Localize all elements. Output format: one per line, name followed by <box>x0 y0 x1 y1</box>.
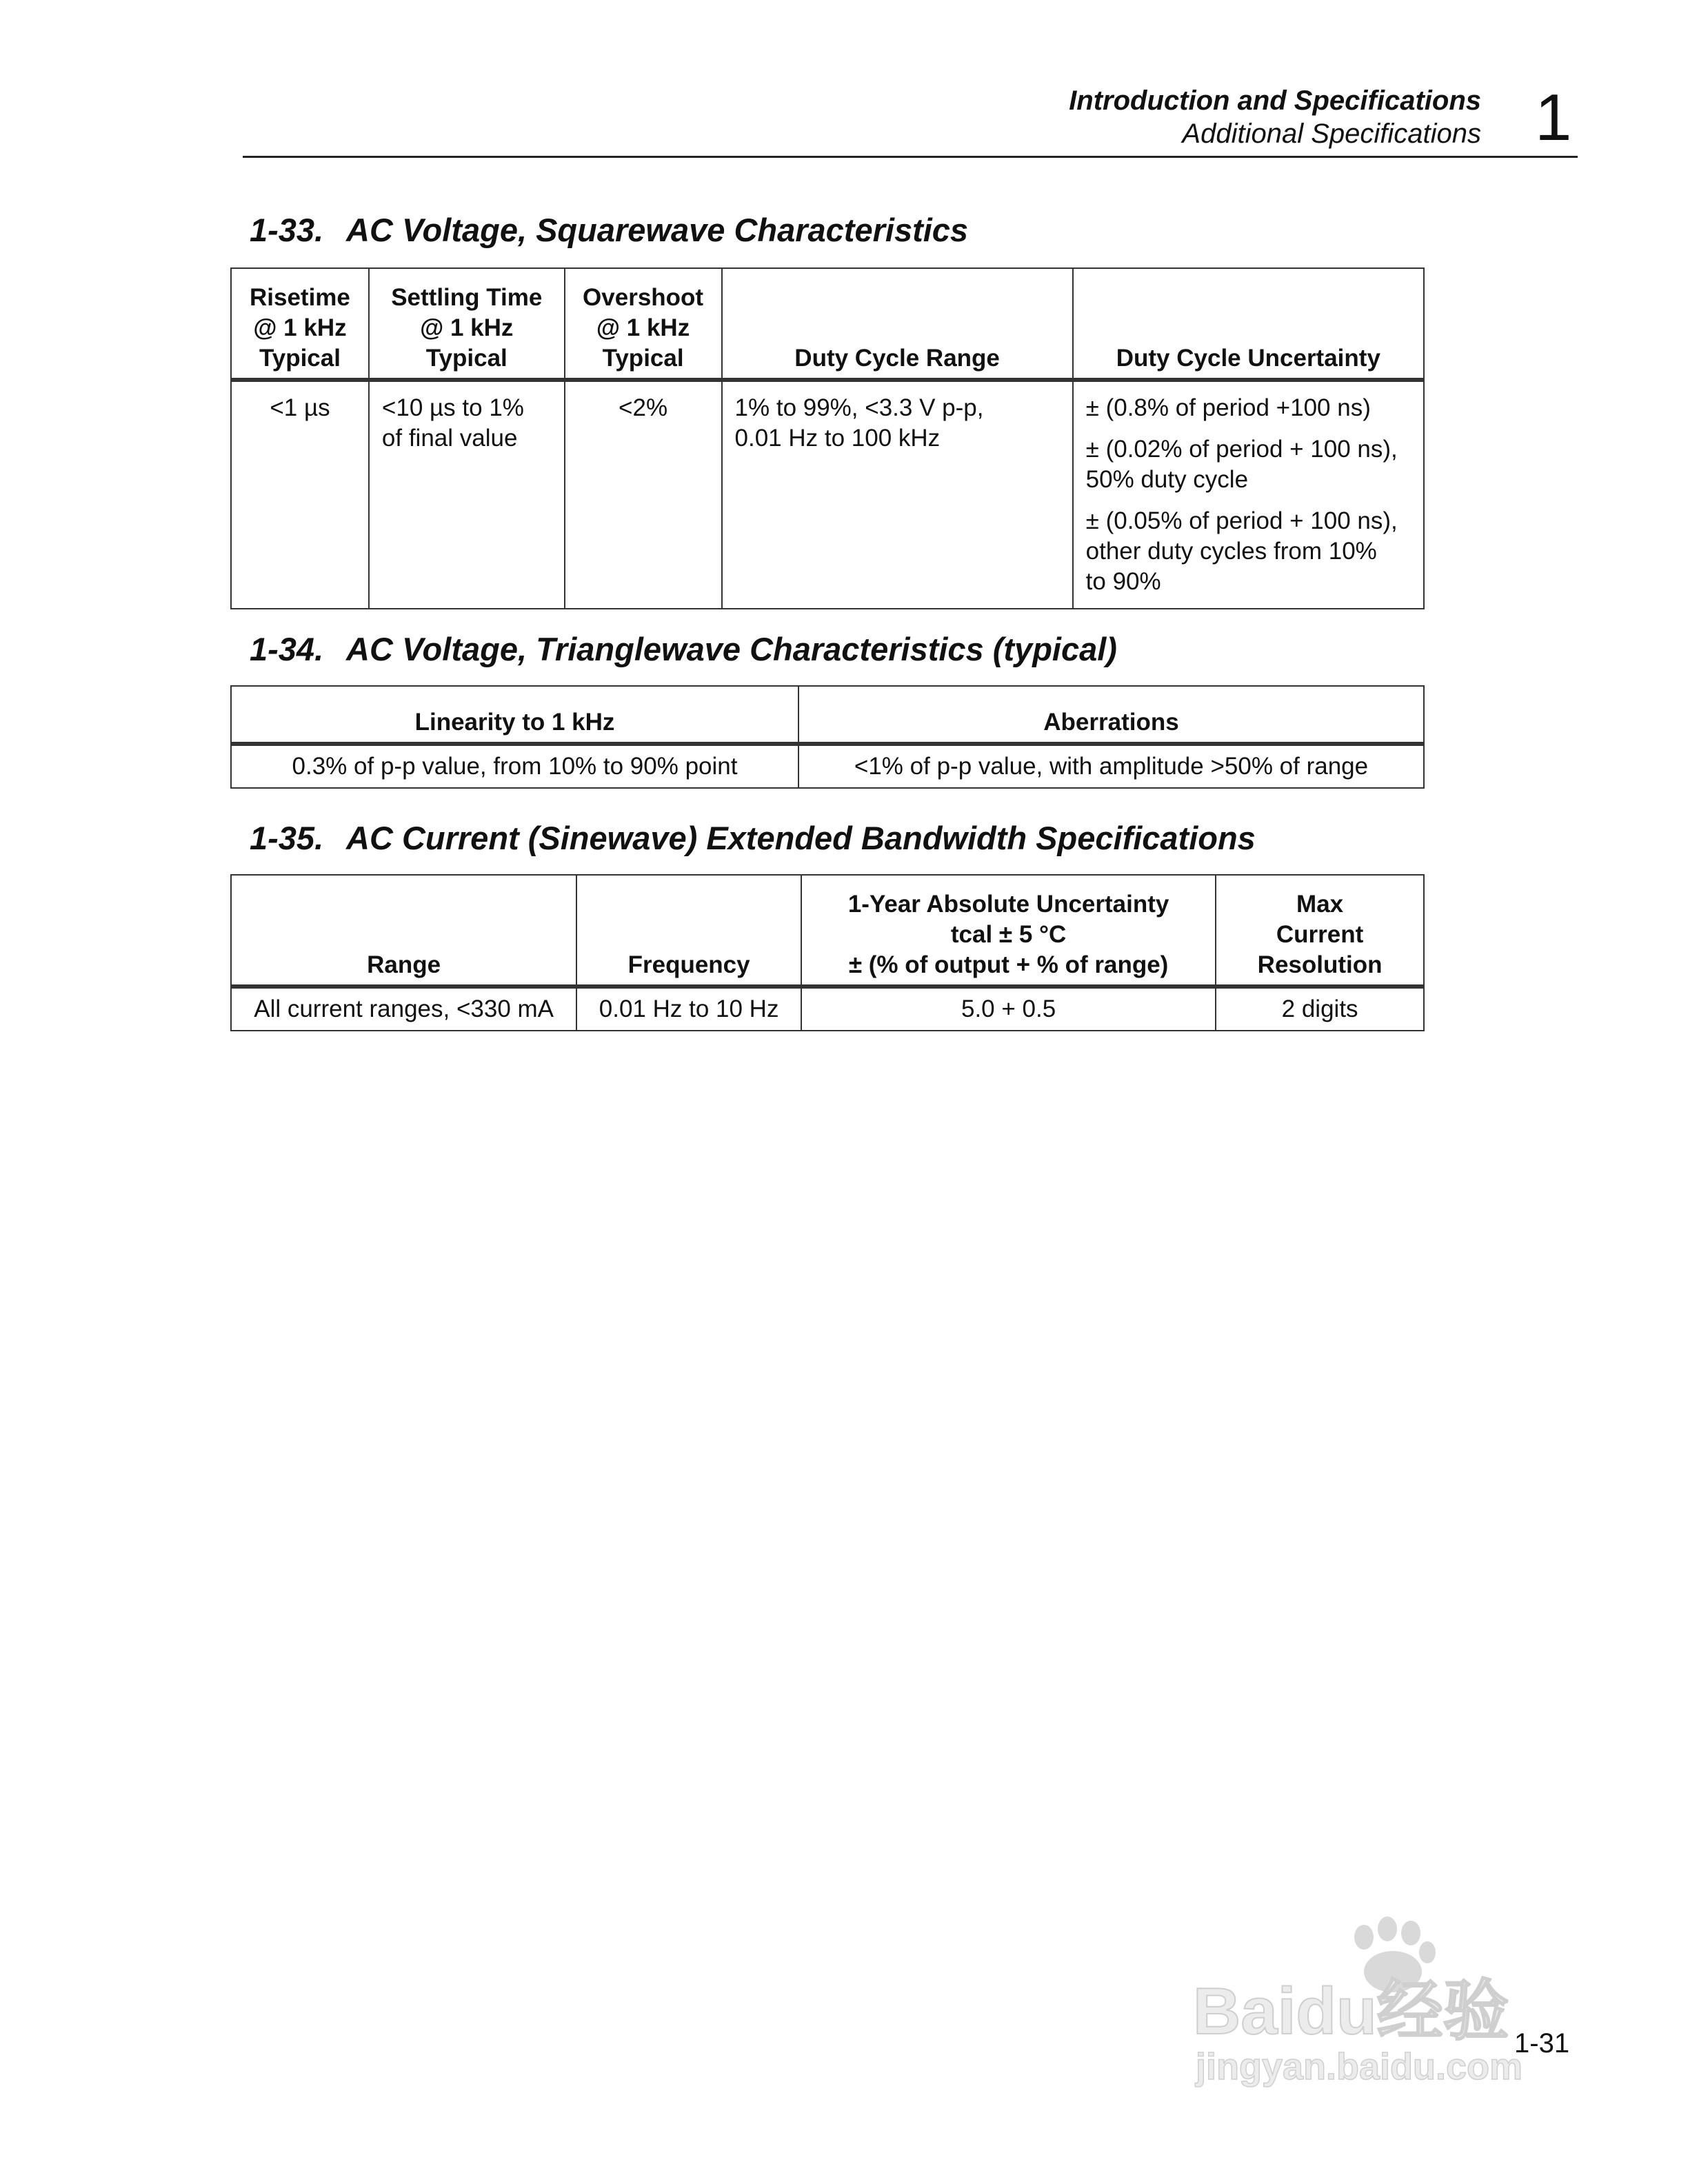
section-title-text: AC Current (Sinewave) Extended Bandwidth Specifications <box>346 820 1256 856</box>
page-number: 1-31 <box>1514 2028 1570 2059</box>
section-number: 1-35. <box>250 820 324 856</box>
section-number: 1-34. <box>250 631 324 667</box>
trianglewave-table <box>230 685 1425 789</box>
col-header-duty-cycle-uncertainty: Duty Cycle Uncertainty <box>1073 268 1424 380</box>
table-row <box>231 380 1424 609</box>
cell-risetime: <1 µs <box>231 380 369 609</box>
col-header-frequency: Frequency <box>576 875 801 987</box>
cell-linearity: 0.3% of p-p value, from 10% to 90% point <box>231 744 798 788</box>
cell-duty-cycle-range: 1% to 99%, <3.3 V p-p, 0.01 Hz to 100 kHz <box>722 380 1073 609</box>
table-header-row <box>231 875 1424 987</box>
uncertainty-item: ± (0.05% of period + 100 ns), other duty cycles from 10% to 90% <box>1085 507 1398 595</box>
section-1-34-heading <box>250 630 1117 668</box>
col-header-duty-cycle-range: Duty Cycle Range <box>722 268 1073 380</box>
header-rule <box>243 156 1578 158</box>
section-title-text: AC Voltage, Squarewave Characteristics <box>346 212 969 248</box>
col-header-range: Range <box>231 875 576 987</box>
table-row <box>231 744 1424 788</box>
cell-frequency: 0.01 Hz to 10 Hz <box>576 987 801 1031</box>
chapter-title: Introduction and Specifications <box>1069 85 1481 116</box>
col-header-settling-time: Settling Time @ 1 kHz Typical <box>369 268 565 380</box>
squarewave-table <box>230 267 1425 609</box>
cell-duty-cycle-uncertainty <box>1073 380 1424 609</box>
section-title: Additional Specifications <box>1182 119 1481 149</box>
uncertainty-item: ± (0.8% of period +100 ns) <box>1085 394 1371 421</box>
cell-aberrations: <1% of p-p value, with amplitude >50% of range <box>798 744 1424 788</box>
cell-overshoot: <2% <box>565 380 722 609</box>
table-row <box>231 987 1424 1031</box>
watermark-url: jingyan.baidu.com <box>1196 2046 1523 2087</box>
col-header-risetime: Risetime @ 1 kHz Typical <box>231 268 369 380</box>
cell-settling-time: <10 µs to 1% of final value <box>369 380 565 609</box>
chapter-number: 1 <box>1535 81 1572 154</box>
section-1-35-heading <box>250 819 1256 857</box>
cell-resolution: 2 digits <box>1216 987 1424 1031</box>
ac-current-table <box>230 874 1425 1031</box>
col-header-max-resolution: Max Current Resolution <box>1216 875 1424 987</box>
col-header-aberrations: Aberrations <box>798 686 1424 744</box>
section-title-text: AC Voltage, Trianglewave Characteristics (typical) <box>346 631 1117 667</box>
table-header-row <box>231 686 1424 744</box>
running-header <box>1069 84 1481 150</box>
baidu-watermark <box>1186 1910 1572 2089</box>
col-header-overshoot: Overshoot @ 1 kHz Typical <box>565 268 722 380</box>
col-header-linearity: Linearity to 1 kHz <box>231 686 798 744</box>
table-header-row <box>231 268 1424 380</box>
section-1-33-heading <box>250 211 968 249</box>
uncertainty-item: ± (0.02% of period + 100 ns), 50% duty cycle <box>1085 436 1398 493</box>
cell-range: All current ranges, <330 mA <box>231 987 576 1031</box>
section-number: 1-33. <box>250 212 324 248</box>
cell-uncertainty: 5.0 + 0.5 <box>801 987 1216 1031</box>
watermark-text: Baidu经验 <box>1193 1974 1509 2048</box>
col-header-uncertainty: 1-Year Absolute Uncertainty tcal ± 5 °C ± (% of output + % of range) <box>801 875 1216 987</box>
